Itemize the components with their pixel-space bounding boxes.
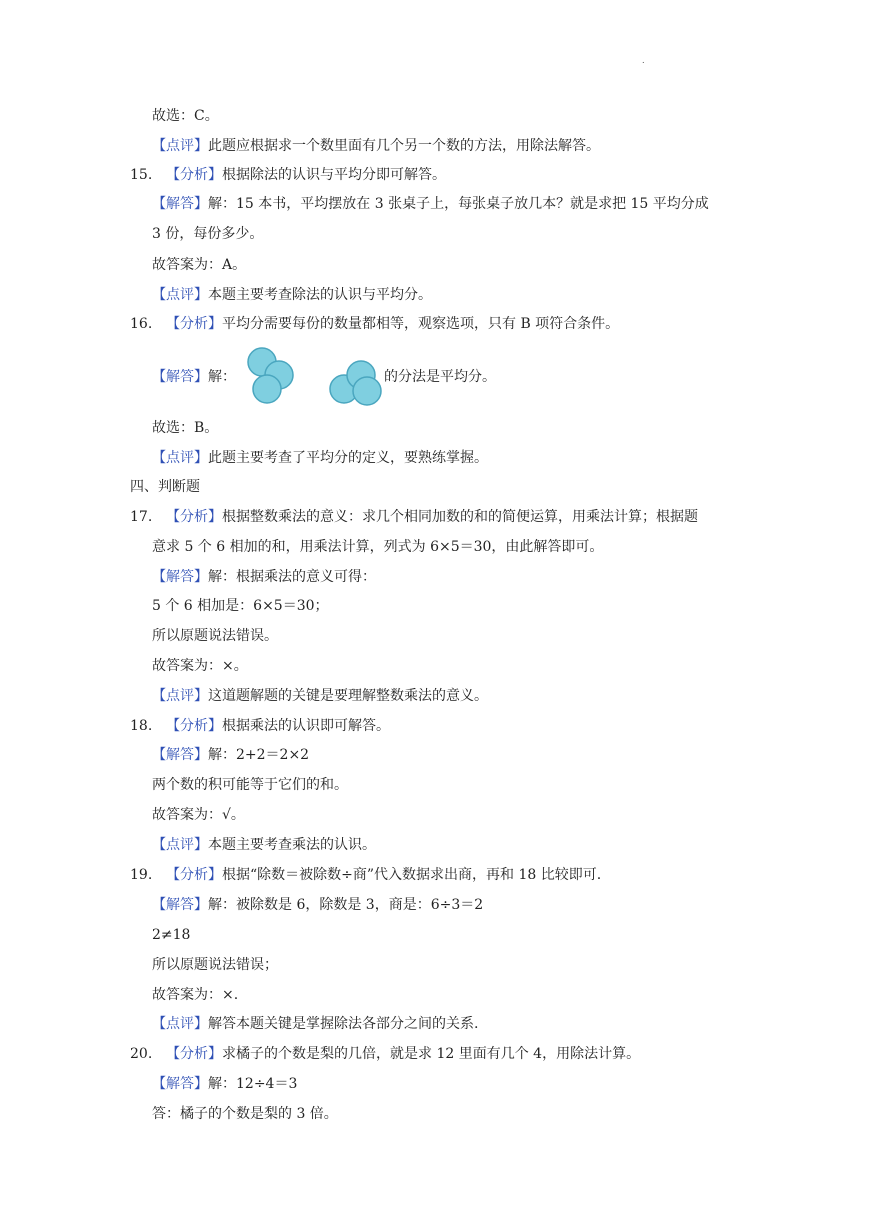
text-line	[152, 626, 278, 646]
line-text: 2≠18	[152, 927, 191, 943]
text-line	[152, 835, 376, 855]
line-text: 解：15 本书，平均摆放在 3 张桌子上，每张桌子放几本？就是求把 15 平均分成	[208, 196, 709, 212]
line-text: 根据“除数＝被除数÷商”代入数据求出商，再和 18 比较即可.	[222, 867, 602, 883]
text-line	[152, 285, 432, 305]
text-line	[152, 106, 219, 126]
section-tag: 【点评】	[152, 688, 208, 704]
text-line	[152, 775, 348, 795]
section-tag: 【解答】	[152, 569, 208, 585]
text-line	[152, 194, 709, 214]
line-text: 故答案为：√。	[152, 807, 245, 823]
line-text: 求橘子的个数是梨的几倍，就是求 12 里面有几个 4，用除法计算。	[222, 1046, 641, 1062]
text-line	[130, 314, 619, 334]
section-tag: 【点评】	[152, 450, 208, 466]
line-text: 答：橘子的个数是梨的 3 倍。	[152, 1106, 338, 1122]
line-text: 解：根据乘法的意义可得：	[208, 569, 376, 585]
line-text: 所以原题说法错误。	[152, 628, 278, 644]
section-tag: 【点评】	[152, 837, 208, 853]
circle	[353, 377, 381, 405]
circle-figure	[242, 344, 386, 408]
line-text: 此题应根据求一个数里面有几个另一个数的方法，用除法解答。	[208, 138, 600, 154]
section-tag: 【分析】	[166, 316, 222, 332]
text-line	[130, 477, 200, 497]
line-text: 5 个 6 相加是：6×5＝30；	[152, 598, 329, 614]
text-line	[152, 895, 483, 915]
line-text: 平均分需要每份的数量都相等，观察选项，只有 B 项符合条件。	[222, 316, 620, 332]
line-text: 解：	[208, 369, 236, 385]
section-tag: 【解答】	[152, 1076, 208, 1092]
section-tag: 【解答】	[152, 196, 208, 212]
line-text: 3 份，每份多少。	[152, 226, 264, 242]
question-number: 19.	[130, 867, 153, 883]
section-tag: 【解答】	[152, 369, 208, 385]
circle-group-left	[248, 348, 293, 403]
text-line	[152, 418, 218, 438]
line-text: 的分法是平均分。	[384, 369, 496, 385]
text-line	[152, 1104, 338, 1124]
text-line	[152, 255, 246, 275]
page-dot: .	[642, 56, 645, 65]
line-text: 两个数的积可能等于它们的和。	[152, 777, 348, 793]
section-tag: 【解答】	[152, 897, 208, 913]
line-text: 四、判断题	[130, 479, 200, 495]
section-tag: 【点评】	[152, 287, 208, 303]
question-number: 18.	[130, 718, 153, 734]
line-text: 根据乘法的认识即可解答。	[222, 718, 390, 734]
section-tag: 【分析】	[166, 867, 222, 883]
line-text: 这道题解题的关键是要理解整数乘法的意义。	[208, 688, 488, 704]
section-tag: 【点评】	[152, 1016, 208, 1032]
text-line	[152, 448, 488, 468]
line-text: 解：2+2＝2×2	[208, 747, 310, 763]
line-text: 故答案为：A。	[152, 257, 247, 273]
section-tag: 【分析】	[166, 718, 222, 734]
circle-group-right	[330, 361, 381, 405]
text-line	[152, 596, 329, 616]
section-tag: 【分析】	[166, 167, 222, 183]
text-line	[130, 1044, 640, 1064]
text-line	[152, 925, 190, 945]
text-line	[152, 656, 248, 676]
text-line	[384, 367, 496, 387]
line-text: 故答案为：×.	[152, 987, 239, 1003]
question-number: 15.	[130, 167, 153, 183]
text-line	[130, 165, 446, 185]
line-text: 根据除法的认识与平均分即可解答。	[222, 167, 446, 183]
line-text: 所以原题说法错误；	[152, 957, 278, 973]
text-line	[152, 745, 309, 765]
text-line	[152, 567, 376, 587]
line-text: 根据整数乘法的意义：求几个相同加数的和的简便运算，用乘法计算；根据题	[222, 509, 698, 525]
line-text: 此题主要考查了平均分的定义，要熟练掌握。	[208, 450, 488, 466]
section-tag: 【解答】	[152, 747, 208, 763]
line-text: 解答本题关键是掌握除法各部分之间的关系.	[208, 1016, 479, 1032]
circle	[253, 375, 281, 403]
text-line	[130, 507, 698, 527]
text-line	[152, 136, 600, 156]
section-tag: 【分析】	[166, 509, 222, 525]
text-line	[152, 805, 245, 825]
line-text: 故选：C。	[152, 108, 219, 124]
line-text: 故选：B。	[152, 420, 219, 436]
question-number: 20.	[130, 1046, 153, 1062]
line-text: 故答案为：×。	[152, 658, 248, 674]
text-line	[152, 686, 488, 706]
question-number: 16.	[130, 316, 153, 332]
text-line	[130, 716, 390, 736]
text-line	[152, 955, 278, 975]
line-text: 解：被除数是 6，除数是 3，商是：6÷3＝2	[208, 897, 484, 913]
text-line	[152, 985, 238, 1005]
text-line	[130, 865, 601, 885]
line-text: 解：12÷4＝3	[208, 1076, 298, 1092]
line-text: 本题主要考查除法的认识与平均分。	[208, 287, 432, 303]
question-number: 17.	[130, 509, 153, 525]
line-text: 意求 5 个 6 相加的和，用乘法计算，列式为 6×5＝30，由此解答即可。	[152, 539, 604, 555]
text-line	[152, 224, 263, 244]
section-tag: 【点评】	[152, 138, 208, 154]
text-line	[152, 1014, 478, 1034]
text-line	[152, 537, 603, 557]
text-line	[152, 1074, 297, 1094]
section-tag: 【分析】	[166, 1046, 222, 1062]
text-line	[152, 367, 236, 387]
line-text: 本题主要考查乘法的认识。	[208, 837, 376, 853]
